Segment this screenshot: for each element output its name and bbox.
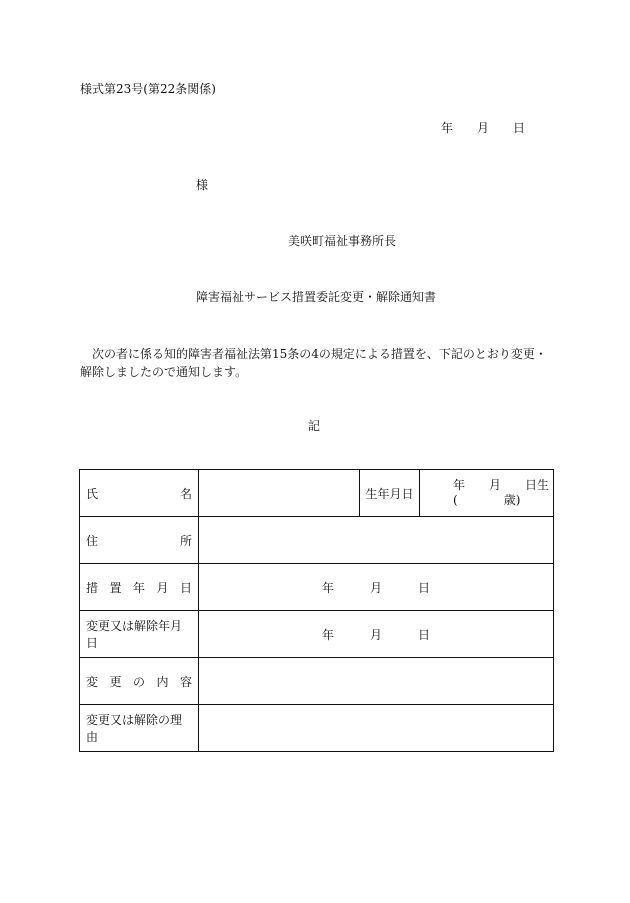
content-value-cell <box>199 658 554 705</box>
measure-day: 日 <box>418 580 431 595</box>
birth-year: 年 <box>453 478 466 492</box>
age-open-paren: ( <box>453 493 458 507</box>
measure-label-char: 日 <box>179 580 192 595</box>
reason-value-cell <box>199 705 554 752</box>
table-row <box>80 564 554 611</box>
recipient-honorific: 様 <box>196 178 209 192</box>
address-value-cell <box>199 517 554 564</box>
content-label-cell <box>80 658 199 705</box>
ki-heading: 記 <box>308 419 321 433</box>
change-month: 月 <box>369 627 382 642</box>
content-label-char: 内 <box>156 674 169 689</box>
table-row <box>80 705 554 752</box>
measure-month: 月 <box>369 580 382 595</box>
document-title: 障害福祉サービス措置委託変更・解除通知書 <box>196 290 437 304</box>
measure-label-char: 年 <box>132 580 145 595</box>
age-label: 歳) <box>503 493 521 507</box>
body-paragraph: 次の者に係る知的障害者福祉法第15条の4の規定による措置を、下記のとおり変更・解除しましたので通知します。 <box>80 347 547 379</box>
measure-date-label-cell <box>80 564 199 611</box>
birth-label-cell: 生年月日 <box>360 470 420 517</box>
form-number: 様式第23号(第22条関係) <box>80 82 216 96</box>
measure-year: 年 <box>321 580 334 595</box>
table-row <box>80 517 554 564</box>
name-label-char: 氏 <box>86 486 99 501</box>
measure-label-char: 措 <box>86 580 99 595</box>
birth-day: 日生 <box>525 478 550 492</box>
birth-month: 月 <box>489 478 502 492</box>
change-year: 年 <box>321 627 334 642</box>
content-label-char: の <box>132 674 145 689</box>
birth-value-cell <box>420 470 554 517</box>
content-label-char: 更 <box>109 674 122 689</box>
address-label-cell <box>80 517 199 564</box>
issuer-name: 美咲町福祉事務所長 <box>288 234 397 248</box>
table-row <box>80 658 554 705</box>
content-label-char: 変 <box>86 674 99 689</box>
address-label-char: 所 <box>179 533 192 548</box>
content-label-char: 容 <box>179 674 192 689</box>
issue-date <box>441 119 525 136</box>
date-day: 日 <box>513 121 526 135</box>
date-year: 年 <box>441 121 454 135</box>
measure-label-char: 月 <box>156 580 169 595</box>
address-label-char: 住 <box>86 533 99 548</box>
name-value-cell <box>199 470 360 517</box>
change-date-value-cell <box>199 611 554 658</box>
date-month: 月 <box>477 121 490 135</box>
reason-label-cell: 変更又は解除の理由 <box>80 705 199 752</box>
notice-table <box>79 469 554 752</box>
measure-label-char: 置 <box>109 580 122 595</box>
name-label-cell <box>80 470 199 517</box>
table-row <box>80 611 554 658</box>
measure-date-value-cell <box>199 564 554 611</box>
change-day: 日 <box>418 627 431 642</box>
change-date-label-cell: 変更又は解除年月日 <box>80 611 199 658</box>
name-label-char: 名 <box>179 486 192 501</box>
table-row <box>80 470 554 517</box>
